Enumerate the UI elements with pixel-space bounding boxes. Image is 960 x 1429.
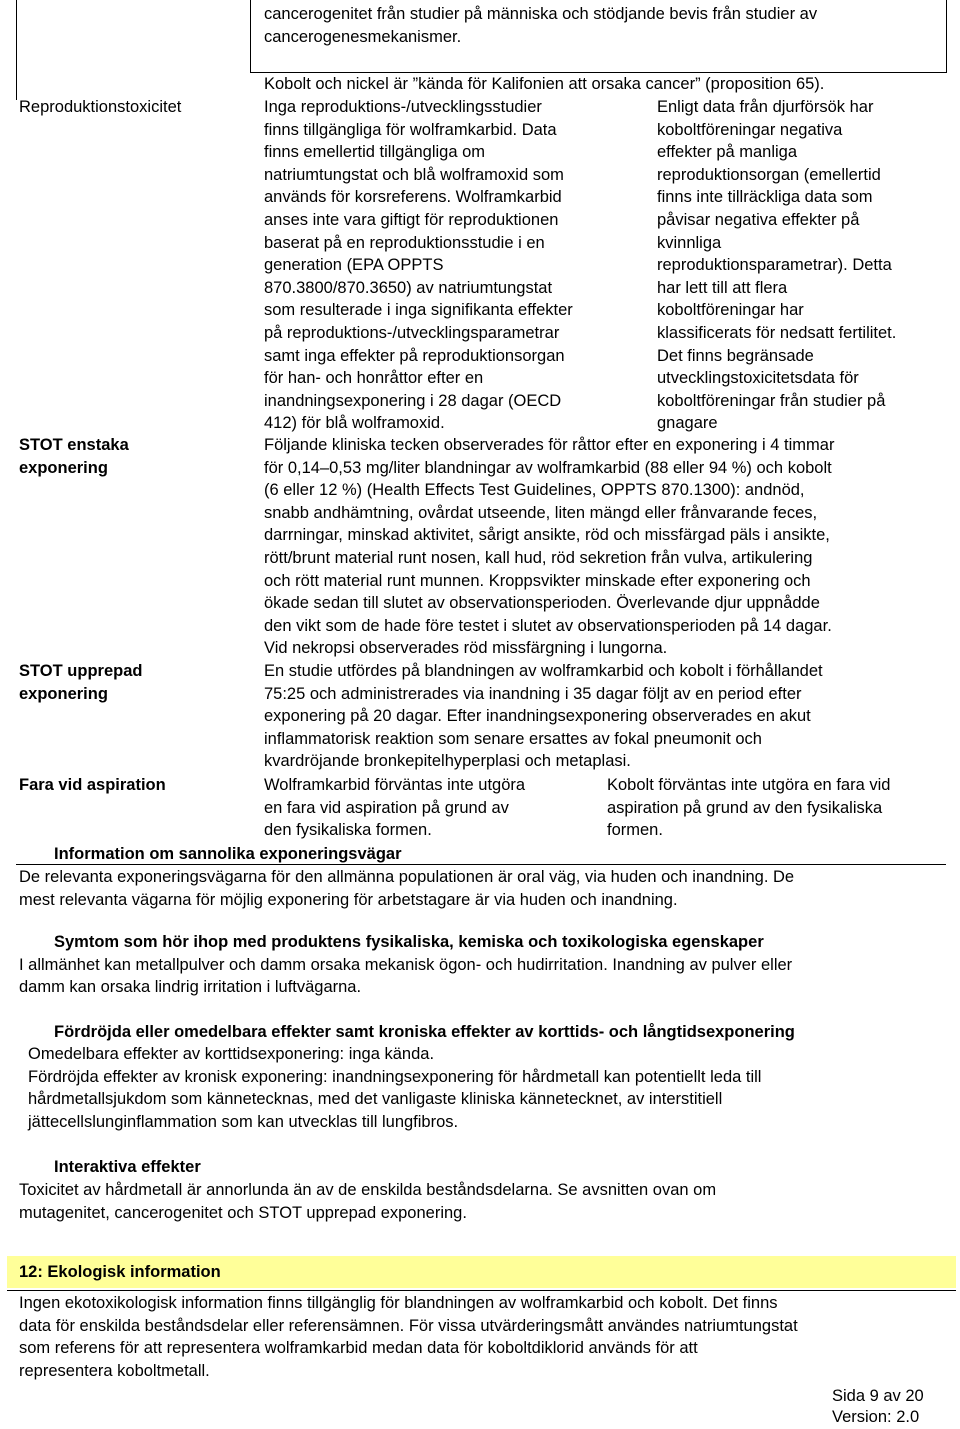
section-12-line: som referens för att representera wolframkarbid medan data för koboltdiklorid används för att [19,1339,698,1357]
heading-underline [16,864,946,865]
repro-col1-line: samt inga effekter på reproduktionsorgan [264,346,565,365]
repro-col2-line: koboltföreningar från studier på [657,391,886,410]
repro-col2-line: reproduktionsparametrar). Detta [657,256,892,275]
section-12-underline [7,1290,956,1291]
repro-col2-line: utvecklingstoxicitetsdata för [657,369,859,388]
stot-single-line: Vid nekropsi observerades röd missfärgning i lungorna. [264,639,668,658]
repro-col2-line: gnagare [657,414,718,433]
stot-single-line: Följande kliniska tecken observerades för råttor efter en exponering i 4 timmar [264,436,835,454]
stot-repeat-line: kvardröjande bronkepitelhyperplasi och metaplasi. [264,752,631,771]
repro-col2-line: påvisar negativa effekter på [657,211,860,229]
section-12-banner [7,1256,956,1288]
aspiration-label: Fara vid aspiration [19,776,166,794]
repro-col2-line: Det finns begränsade [657,346,814,365]
repro-col1-line: används för korsreferens. Wolframkarbid [264,188,562,207]
delayed-heading: Fördröjda eller omedelbara effekter samt kroniska effekter av korttids- och långtidsexponering [54,1023,795,1041]
stot-single-line: (6 eller 12 %) (Health Effects Test Guidelines, OPPTS 870.1300): andnöd, [264,481,805,500]
repro-col1-line: för han- och honråttor efter en [264,369,484,388]
interactive-line: Toxicitet av hårdmetall är annorlunda än av de enskilda beståndsdelarna. Se avsnitten ovan om [19,1181,717,1199]
interactive-heading: Interaktiva effekter [54,1158,201,1176]
cancer-text-line: cancerogenesmekanismer. [264,28,462,46]
repro-col2-line: kvinnliga [657,233,722,252]
stot-repeat-line: exponering på 20 dagar. Efter inandningsexponering observerades en akut [264,707,811,726]
stot-single-line: ökade sedan till slutet av observationsperioden. Överlevande djur uppnådde [264,594,820,613]
stot-repeat-label: STOT upprepad [19,662,143,680]
repro-col1-line: på reproduktions-/utvecklingsparametrar [264,324,560,342]
section-12-line: data för enskilda beståndsdelar eller referensämnen. För vissa utvärderingsmått användes natriumtungstat [19,1317,798,1335]
stot-single-label: STOT enstaka [19,436,129,454]
repro-col1-line: Inga reproduktions-/utvecklingsstudier [264,98,542,116]
section-12-line: representera koboltmetall. [19,1362,210,1380]
repro-col2-line: koboltföreningar negativa [657,120,843,139]
exposure-routes-line: mest relevanta vägarna för möjlig exponering för arbetstagare är via huden och inandning. [19,891,678,909]
aspiration-col2-line: Kobolt förväntas inte utgöra en fara vid [607,776,891,794]
repro-col1-line: generation (EPA OPPTS [264,256,444,275]
repro-col2-line: finns inte tillräckliga data som [657,188,873,207]
repro-col2-line: effekter på manliga [657,143,798,162]
cancer-text-line: cancerogenitet från studier på människa och stödjande bevis från studier av [264,5,818,23]
aspiration-col2-line: formen. [607,821,663,840]
table-cell-border [946,0,947,73]
version-label: Version: 2.0 [832,1408,920,1426]
stot-repeat-line: En studie utfördes på blandningen av wolframkarbid och kobolt i förhållandet [264,662,823,680]
repro-label: Reproduktionstoxicitet [19,98,182,116]
stot-single-label: exponering [19,459,108,477]
delayed-line: Fördröjda effekter av kronisk exponering: inandningsexponering för hårdmetall kan potentiellt leda till [28,1068,762,1086]
stot-single-line: den vikt som de hade före testet i slutet av observationsperioden på 14 dagar. [264,616,832,635]
stot-single-line: för 0,14–0,53 mg/liter blandningar av wolframkarbid (88 eller 94 %) och kobolt [264,458,832,477]
delayed-line: Omedelbara effekter av korttidsexponering: inga kända. [28,1045,435,1063]
repro-col1-line: 412) för blå wolframoxid. [264,414,445,433]
stot-single-line: rött/brunt material runt nosen, kall hud, röd sekretion från vulva, artikulering [264,549,813,567]
repro-col2-line: klassificerats för nedsatt fertilitet. [657,324,897,342]
repro-col1-line: baserat på en reproduktionsstudie i en [264,233,545,252]
repro-col1-line: inandningsexponering i 28 dagar (OECD [264,391,562,410]
stot-repeat-line: inflammatorisk reaktion som senare ersattes av fokal pneumonit och [264,729,762,748]
page-number: Sida 9 av 20 [832,1387,924,1405]
aspiration-col1-line: en fara vid aspiration på grund av [264,798,509,817]
exposure-routes-line: De relevanta exponeringsvägarna för den allmänna populationen är oral väg, via huden och inandning. De [19,868,795,886]
exposure-routes-heading: Information om sannolika exponeringsvägar [54,845,402,863]
stot-repeat-line: 75:25 och administrerades via inandning i 35 dagar följt av en period efter [264,684,802,703]
repro-col1-line: 870.3800/870.3650) av natriumtungstat [264,278,553,297]
aspiration-col2-line: aspiration på grund av den fysikaliska [607,798,883,817]
aspiration-col1-line: Wolframkarbid förväntas inte utgöra [264,776,526,794]
stot-repeat-label: exponering [19,685,108,703]
delayed-line: jättecellslunginflammation som kan utvecklas till lungfibros. [28,1113,459,1131]
repro-col1-line: anses inte vara giftigt för reproduktionen [264,211,559,229]
repro-col2-line: har lett till att flera [657,278,788,297]
delayed-line: hårdmetallsjukdom som kännetecknas, med det vanligaste kliniska kännetecknet, av interstitiell [28,1090,723,1108]
repro-col1-line: som resulterade i inga signifikanta effekter [264,301,573,320]
repro-col2-line: Enligt data från djurförsök har [657,98,874,116]
interactive-line: mutagenitet, cancerogenitet och STOT upprepad exponering. [19,1204,467,1222]
stot-single-line: och rött material runt munnen. Kroppsvikter minskade efter exponering och [264,571,811,590]
repro-col2-line: koboltföreningar har [657,301,804,320]
table-col-divider [250,0,251,72]
symptoms-line: damm kan orsaka lindrig irritation i luftvägarna. [19,978,362,996]
table-top-border [16,0,17,100]
repro-col2-line: reproduktionsorgan (emellertid [657,165,881,184]
repro-col1-line: finns emellertid tillgängliga om [264,143,486,162]
prop65-text: Kobolt och nickel är ”kända för Kalifonien att orsaka cancer” (proposition 65). [264,75,825,93]
stot-single-line: darrningar, minskad aktivitet, sårigt ansikte, röd och missfärgad päls i ansikte, [264,526,830,545]
repro-col1-line: finns tillgängliga för wolframkarbid. Data [264,120,557,139]
aspiration-col1-line: den fysikaliska formen. [264,821,432,840]
symptoms-line: I allmänhet kan metallpulver och damm orsaka mekanisk ögon- och hudirritation. Inandning av pulver eller [19,956,793,974]
symptoms-heading: Symtom som hör ihop med produktens fysikaliska, kemiska och toxikologiska egenskaper [54,933,764,951]
stot-single-line: snabb andhämtning, ovårdat utseende, liten mängd eller frånvarande feces, [264,503,818,522]
repro-col1-line: natriumtungstat och blå wolframoxid som [264,165,564,184]
section-12-line: Ingen ekotoxikologisk information finns tillgänglig för blandningen av wolframkarbid och kobolt. Det finns [19,1294,778,1312]
section-12-title: 12: Ekologisk information [19,1263,221,1281]
